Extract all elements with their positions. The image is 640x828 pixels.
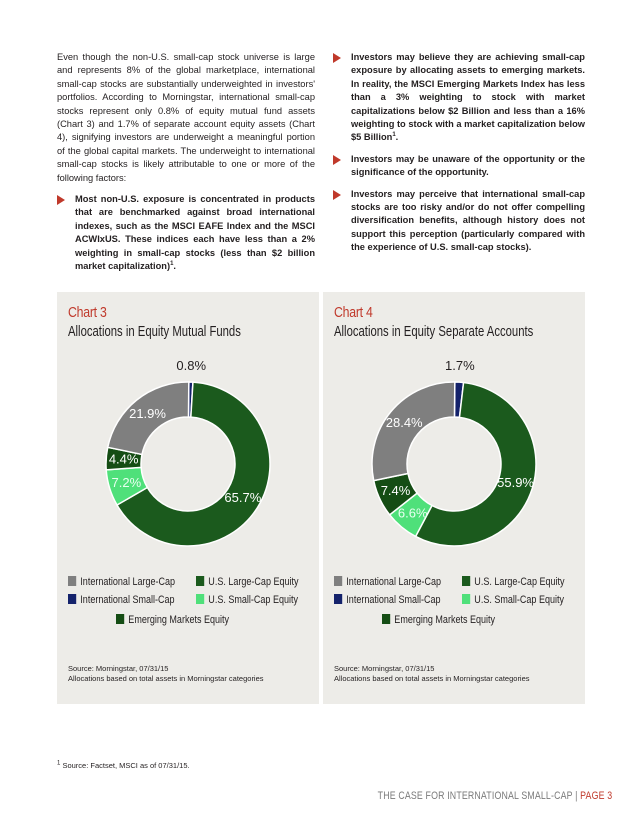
bullet-item-emerging-markets	[333, 51, 585, 145]
legend-swatch	[334, 576, 342, 586]
footer-title: THE CASE FOR INTERNATIONAL SMALL-CAP	[377, 790, 573, 802]
legend-item-emerging-markets	[116, 614, 229, 626]
legend-label: International Small-Cap	[80, 594, 175, 606]
intro-paragraph: Even though the non-U.S. small-cap stock universe is large and represents 8% of the global marketplace, international small-cap stocks are substantially underweighted in investors' portfolios. According to Morningstar, international small-cap stocks represent only 0.8% of equity mutual fund assets (Chart 3) and 1.7% of separate account equity assets (Chart 4), signifying investors are underweight a meaningful portion of the global capital markets. The underweight to international small-cap stocks is likely attributable to one or more of the following factors:	[57, 52, 315, 183]
legend-swatch	[462, 576, 470, 586]
legend-label: U.S. Small-Cap Equity	[474, 594, 565, 606]
page-number: PAGE 3	[579, 790, 612, 802]
bullet-arrow-icon	[57, 195, 65, 205]
page-footnote	[57, 761, 190, 770]
legend-item-us-large-cap	[196, 576, 299, 588]
chart-label: Chart 4	[334, 304, 373, 321]
page-footer	[377, 790, 612, 802]
data-label-emerging-markets-equity: 4.4%	[108, 451, 139, 467]
legend-item-us-large-cap	[462, 576, 565, 588]
data-label-international-large-cap: 28.4%	[385, 415, 423, 431]
legend-label: U.S. Large-Cap Equity	[474, 576, 565, 588]
source-note: Allocations based on total assets in Morningstar categories	[68, 674, 264, 683]
legend-label: International Large-Cap	[346, 576, 442, 588]
legend-swatch	[68, 576, 76, 586]
legend-item-international-large-cap	[68, 576, 175, 588]
bullet-text: Investors may perceive that international small-cap stocks are too risky and/or do not offer compelling diversification benefits, although history does not support this perception (particularly compared with the experience of U.S. small-cap stocks).	[351, 188, 585, 253]
footer-separator: |	[574, 790, 578, 802]
legend-swatch	[68, 594, 76, 604]
bullet-text: Most non-U.S. exposure is concentrated in products that are benchmarked against broad international indexes, such as the MSCI EAFE Index and the MSCI ACWIxUS. These indices each have less than a 2% weighting in small-cap stocks (less than $2 billion market capitalization)	[75, 194, 315, 272]
footnote-text: Source: Factset, MSCI as of 07/31/15.	[62, 761, 190, 770]
chart-4-panel	[323, 292, 585, 704]
bullet-arrow-icon	[333, 190, 341, 200]
legend-swatch	[462, 594, 470, 604]
chart-source	[68, 664, 264, 684]
bullet-arrow-icon	[333, 53, 341, 63]
data-label-u-s-large-cap-equity: 55.9%	[497, 475, 535, 491]
bullet-item-risk-perception	[333, 188, 585, 255]
legend-swatch	[334, 594, 342, 604]
chart-title: Allocations in Equity Separate Accounts	[334, 324, 534, 340]
bullet-end: .	[173, 261, 176, 272]
legend-swatch	[116, 614, 124, 624]
footnote-number: 1	[57, 760, 61, 767]
legend-item-us-small-cap	[196, 594, 298, 606]
footnote-ref: 1	[392, 132, 396, 139]
legend-label: International Small-Cap	[346, 594, 441, 606]
chart-title: Allocations in Equity Mutual Funds	[68, 324, 241, 340]
legend-swatch	[196, 576, 204, 586]
legend-label: U.S. Large-Cap Equity	[208, 576, 299, 588]
source-note: Allocations based on total assets in Morningstar categories	[334, 674, 530, 683]
bullet-arrow-icon	[333, 155, 341, 165]
data-label-emerging-markets-equity: 7.4%	[380, 483, 411, 499]
donut-chart-4	[323, 352, 585, 572]
donut-chart-3	[57, 352, 319, 572]
legend-item-international-small-cap	[334, 594, 441, 606]
bullet-text: Investors may be unaware of the opportunity or the significance of the opportunity.	[351, 153, 585, 178]
chart-source	[334, 664, 530, 684]
bullet-item-unaware	[333, 153, 585, 180]
data-label-u-s-small-cap-equity: 7.2%	[111, 474, 142, 490]
bullet-end: .	[395, 132, 399, 143]
left-text-column	[57, 51, 315, 282]
chart-label: Chart 3	[68, 304, 107, 321]
data-label-international-small-cap: 0.8%	[176, 358, 207, 374]
legend-item-emerging-markets	[382, 614, 495, 626]
chart-3-panel	[57, 292, 319, 704]
data-label-u-s-large-cap-equity: 65.7%	[224, 489, 262, 505]
data-label-international-large-cap: 21.9%	[129, 405, 166, 421]
source-line: Source: Morningstar, 07/31/15	[334, 664, 435, 673]
source-line: Source: Morningstar, 07/31/15	[68, 664, 169, 673]
legend-label: Emerging Markets Equity	[394, 614, 496, 626]
data-label-u-s-small-cap-equity: 6.6%	[397, 505, 428, 521]
legend-item-international-small-cap	[68, 594, 175, 606]
footnote-ref: 1	[170, 261, 174, 267]
bullet-text: Investors may believe they are achieving small-cap exposure by allocating assets to emerging markets. In reality, the MSCI Emerging Markets Index has less than a 3% weighting to stock with market capitalizations below $2 Billion and less than a 16% weighting to stock with a market capitalization below $5 Billion	[351, 52, 586, 143]
legend-label: U.S. Small-Cap Equity	[208, 594, 299, 606]
right-text-column	[333, 51, 585, 263]
legend-label: Emerging Markets Equity	[128, 614, 230, 626]
legend-item-us-small-cap	[462, 594, 564, 606]
legend-swatch	[196, 594, 204, 604]
bullet-item-non-us-exposure	[57, 193, 315, 273]
legend-swatch	[382, 614, 390, 624]
legend-item-international-large-cap	[334, 576, 441, 588]
data-label-international-small-cap: 1.7%	[445, 358, 475, 374]
slice-international-large-cap	[372, 382, 455, 481]
legend-label: International Large-Cap	[80, 576, 176, 588]
